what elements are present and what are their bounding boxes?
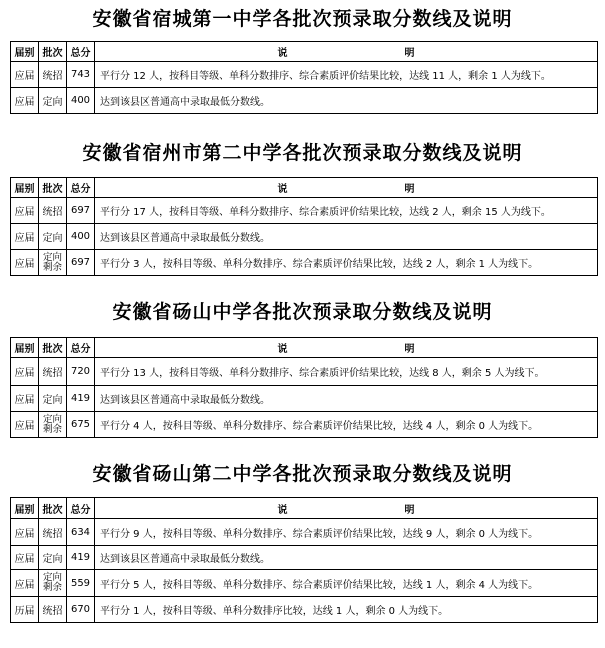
cell-desc: 达到该县区普通高中录取最低分数线。 [95,546,598,570]
header-batch: 批次 [39,42,67,62]
table-row [11,358,598,386]
cell-desc: 平行分 4 人，按科目等级、单科分数排序、综合素质评价结果比较，达线 4 人，剩余 0 人为线下。 [95,412,598,438]
score-table [10,337,598,438]
cell-cohort: 应届 [11,412,39,438]
table-row [11,62,598,88]
cell-batch: 统招 [39,597,67,623]
section-title: 安徽省砀山第二中学各批次预录取分数线及说明 [92,463,513,485]
cell-cohort: 应届 [11,88,39,114]
header-cohort: 届别 [11,498,39,519]
cell-cohort: 应届 [11,62,39,88]
table-row [11,412,598,438]
header-batch: 批次 [39,178,67,198]
cell-total: 400 [67,88,95,114]
header-cohort: 届别 [11,42,39,62]
cell-cohort: 应届 [11,224,39,250]
header-total: 总分 [67,178,95,198]
cell-desc: 达到该县区普通高中录取最低分数线。 [95,88,598,114]
cell-batch: 定向 [39,386,67,412]
cell-batch: 定向 [39,546,67,570]
cell-total: 419 [67,546,95,570]
cell-batch: 统招 [39,198,67,224]
cell-batch [39,250,67,276]
table-header-row [11,178,598,198]
header-explain-2: 明 [404,48,415,59]
header-explain-2: 明 [404,184,415,195]
score-table [10,497,598,623]
cell-total: 670 [67,597,95,623]
cell-cohort: 应届 [11,250,39,276]
section-2 [0,138,605,273]
cell-batch-line1: 定向 [42,572,62,583]
table-row [11,546,598,570]
cell-batch-line2: 剩余 [42,261,62,273]
cell-cohort: 应届 [11,198,39,224]
table-row [11,597,598,623]
cell-total: 419 [67,386,95,412]
cell-batch: 统招 [39,519,67,546]
cell-total: 634 [67,519,95,546]
header-total: 总分 [67,42,95,62]
table-header-row [11,498,598,519]
cell-batch-line1: 定向 [42,251,62,263]
header-cohort: 届别 [11,338,39,358]
header-explain [95,498,598,519]
header-batch: 批次 [39,498,67,519]
cell-desc: 平行分 1 人，按科目等级、单科分数排序比较，达线 1 人，剩余 0 人为线下。 [95,597,598,623]
cell-batch: 统招 [39,62,67,88]
cell-total: 697 [67,198,95,224]
cell-batch-line1: 定向 [42,413,62,425]
cell-batch: 定向 [39,88,67,114]
header-explain [95,42,598,62]
table-header-row [11,42,598,62]
cell-desc: 平行分 12 人，按科目等级、单科分数排序、综合素质评价结果比较，达线 11 人，剩余 1 人为线下。 [95,62,598,88]
table-row [11,250,598,276]
table-row [11,386,598,412]
cell-desc: 达到该县区普通高中录取最低分数线。 [95,224,598,250]
cell-desc: 平行分 3 人，按科目等级、单科分数排序、综合素质评价结果比较，达线 2 人，剩余 1 人为线下。 [95,250,598,276]
score-table [10,41,598,114]
header-explain-1: 说 [277,504,288,516]
header-batch: 批次 [39,338,67,358]
section-title: 安徽省宿城第一中学各批次预录取分数线及说明 [92,8,513,30]
cell-desc: 平行分 9 人，按科目等级、单科分数排序、综合素质评价结果比较，达线 9 人，剩余 0 人为线下。 [95,519,598,546]
cell-total: 697 [67,250,95,276]
score-table [10,177,598,276]
section-3 [0,297,605,435]
cell-cohort: 应届 [11,386,39,412]
table-row [11,88,598,114]
table-row [11,224,598,250]
cell-batch-line2: 剩余 [42,423,62,435]
cell-batch: 统招 [39,358,67,386]
cell-cohort: 应届 [11,358,39,386]
table-row [11,570,598,597]
cell-cohort: 应届 [11,546,39,570]
cell-total: 720 [67,358,95,386]
cell-total: 559 [67,570,95,597]
header-explain-2: 明 [404,504,415,516]
cell-desc: 平行分 13 人，按科目等级、单科分数排序、综合素质评价结果比较，达线 8 人，剩余 5 人为线下。 [95,358,598,386]
cell-desc: 平行分 5 人，按科目等级、单科分数排序、综合素质评价结果比较，达线 1 人，剩余 4 人为线下。 [95,570,598,597]
table-row [11,519,598,546]
header-explain-2: 明 [404,344,415,355]
section-title: 安徽省宿州市第二中学各批次预录取分数线及说明 [82,142,523,164]
section-title: 安徽省砀山中学各批次预录取分数线及说明 [112,301,493,323]
header-explain-1: 说 [277,184,288,195]
cell-cohort: 应届 [11,570,39,597]
table-header-row [11,338,598,358]
cell-total: 743 [67,62,95,88]
cell-total: 675 [67,412,95,438]
section-1 [0,4,605,108]
header-total: 总分 [67,338,95,358]
header-total: 总分 [67,498,95,519]
header-explain [95,178,598,198]
cell-desc: 达到该县区普通高中录取最低分数线。 [95,386,598,412]
header-cohort: 届别 [11,178,39,198]
table-row [11,198,598,224]
cell-desc: 平行分 17 人，按科目等级、单科分数排序、综合素质评价结果比较，达线 2 人，剩余 15 人为线下。 [95,198,598,224]
cell-cohort: 历届 [11,597,39,623]
header-explain-1: 说 [277,48,288,59]
cell-batch: 定向 [39,224,67,250]
section-4 [0,459,605,617]
cell-batch [39,412,67,438]
header-explain [95,338,598,358]
cell-total: 400 [67,224,95,250]
cell-batch-line2: 剩余 [42,582,62,593]
header-explain-1: 说 [277,344,288,355]
cell-cohort: 应届 [11,519,39,546]
cell-batch [39,570,67,597]
